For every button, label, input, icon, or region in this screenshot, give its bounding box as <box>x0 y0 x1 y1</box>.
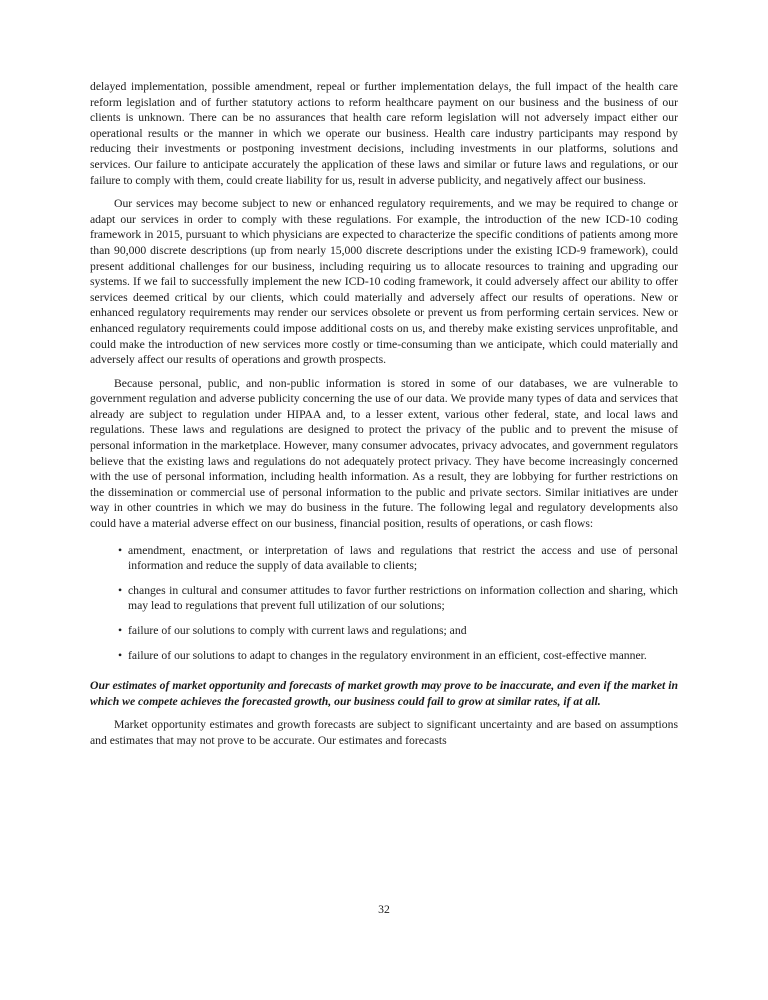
bullet-item-text: failure of our solutions to comply with current laws and regulations; and <box>128 624 467 637</box>
bullet-item <box>90 583 678 614</box>
page-number: 32 <box>378 903 390 916</box>
paragraph-market-estimates: Market opportunity estimates and growth forecasts are subject to significant uncertainty and are based on assumptions and estimates that may not prove to be accurate. Our estimates and forecasts <box>90 718 678 747</box>
bullet-icon: • <box>118 543 123 557</box>
bullet-item <box>90 648 678 664</box>
bullet-item <box>90 623 678 639</box>
bullet-icon: • <box>118 648 123 662</box>
bullet-item <box>90 543 678 574</box>
bullet-list <box>90 543 678 664</box>
bullet-icon: • <box>118 583 123 597</box>
bullet-item-text: amendment, enactment, or interpretation of laws and regulations that restrict the access and use of personal information and reduce the supply of data available to clients; <box>128 543 678 573</box>
bullet-icon: • <box>118 624 123 637</box>
document-body <box>90 79 678 757</box>
bullet-item-text: failure of our solutions to adapt to changes in the regulatory environment in an efficient, cost-effective manner. <box>128 648 647 662</box>
risk-factor-heading: Our estimates of market opportunity and forecasts of market growth may prove to be inaccurate, and even if the market in which we compete achieves the forecasted growth, our business could fail to grow at similar rates, if at all. <box>90 679 678 708</box>
paragraph-regulatory-requirements: Our services may become subject to new or enhanced regulatory requirements, and we may be required to change or adapt our services in order to comply with these regulations. For example, the introduction of the new ICD-10 coding framework in 2015, pursuant to which physicians are expected to characterize the specific conditions of patients among more than 90,000 discrete descriptions (up from nearly 15,000 discrete descriptions under the existing ICD-9 framework), could present additional challenges for our business, including requiring us to allocate resources to training and upgrading our systems. If we fail to successfully implement the new ICD-10 coding framework, it could adversely affect our ability to offer services deemed critical by our clients, which could materially and adversely affect our results of operations. New or enhanced regulatory requirements may render our services obsolete or prevent us from performing certain services. New or enhanced regulatory requirements could impose additional costs on us, and thereby make existing services unprofitable, and could make the introduction of new services more costly or time-consuming than we anticipate, which could materially and adversely affect our results of operations and growth prospects. <box>90 197 678 367</box>
bullet-item-text: changes in cultural and consumer attitudes to favor further restrictions on information collection and sharing, which may lead to regulations that prevent full utilization of our solutions; <box>128 583 678 613</box>
paragraph-continuation: delayed implementation, possible amendment, repeal or further implementation delays, the full impact of the health care reform legislation and of further statutory actions to reform healthcare payment on our business and the business of our clients is unknown. There can be no assurances that health care reform legislation will not adversely impact either our operational results or the manner in which we operate our business. Health care industry participants may respond by reducing their investments or postponing investment decisions, including investments in our platforms, solutions and services. Our failure to anticipate accurately the application of these laws and similar or future laws and regulations, or our failure to comply with them, could create liability for us, result in adverse publicity, and negatively affect our business. <box>90 80 678 187</box>
paragraph-privacy-regulation: Because personal, public, and non-public information is stored in some of our databases, we are vulnerable to government regulation and adverse publicity concerning the use of our data. We provide many types of data and services that already are subject to regulation under HIPAA and, to a lesser extent, various other federal, state, and local laws and regulations. These laws and regulations are designed to protect the privacy of the public and to prevent the misuse of personal information in the marketplace. However, many consumer advocates, privacy advocates, and government regulators believe that the existing laws and regulations do not adequately protect privacy. They have become increasingly concerned with the use of personal information, including health information. As a result, they are lobbying for further restrictions on the dissemination or commercial use of personal information to the public and private sectors. Similar initiatives are under way in other countries in which we may do business in the future. The following legal and regulatory developments also could have a material adverse effect on our business, financial position, results of operations, or cash flows: <box>90 376 678 531</box>
